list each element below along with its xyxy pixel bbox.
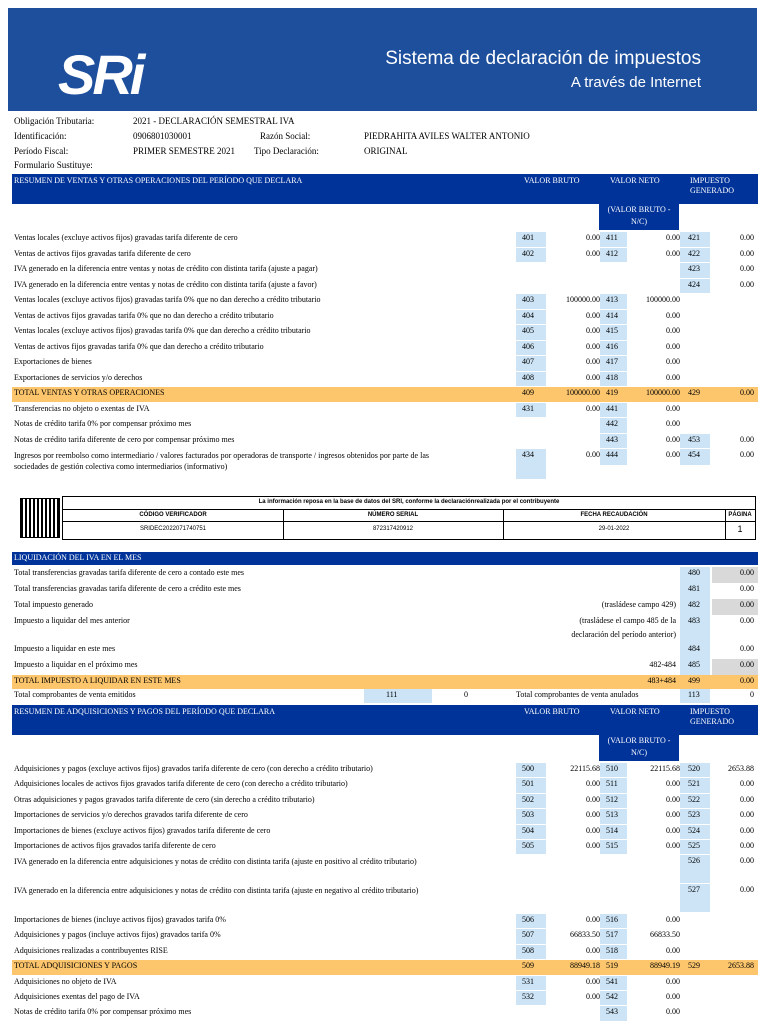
field-value: 0.00 [666, 779, 680, 789]
field-value: 0.00 [586, 992, 600, 1001]
field-code: 407 [522, 357, 534, 366]
liq-note: (trasládese campo 429) [601, 600, 676, 609]
field-code: 481 [688, 584, 700, 593]
field-value: 0.00 [666, 341, 680, 351]
field-value: 0.00 [740, 794, 754, 804]
field-value: 0 [750, 690, 754, 699]
field-code: 502 [522, 794, 534, 804]
row-label: Adquisiciones realizadas a contribuyentes RISE [14, 945, 168, 955]
field-code: 401 [522, 233, 534, 242]
field-code: 526 [688, 856, 700, 865]
field-code: 524 [688, 825, 700, 835]
table-row [12, 248, 758, 263]
field-value: 0.00 [740, 248, 754, 258]
field-value: 0.00 [586, 326, 600, 335]
field-value: 0.00 [586, 945, 600, 955]
field-code: 529 [688, 961, 700, 971]
field-code: 485 [688, 660, 700, 669]
field-code: 517 [606, 930, 618, 940]
field-value: 0.00 [586, 825, 600, 835]
field-code: 413 [606, 295, 618, 304]
field-value: 22115.68 [570, 764, 600, 773]
row-label: Notas de crédito tarifa 0% por compensar próximo mes [14, 1007, 192, 1017]
field-value: 0.00 [740, 264, 754, 273]
row-label: Ventas locales (excluye activos fijos) gravadas tarifa 0% que no dan derecho a crédito tributario [14, 295, 321, 304]
liq-total-label: TOTAL IMPUESTO A LIQUIDAR EN ESTE MES [14, 676, 181, 685]
field-value: 0.00 [586, 403, 600, 413]
field-value: 0.00 [666, 794, 680, 804]
ventas-col-neto: VALOR NETO [610, 176, 660, 185]
table-row [12, 341, 758, 356]
table-row [12, 403, 758, 418]
liquidacion-total-row [12, 675, 758, 689]
row-label: Ventas de activos fijos gravadas tarifa 0% que dan derecho a crédito tributario [14, 341, 264, 351]
liq-total-note: 483+484 [647, 676, 676, 685]
field-code: 507 [522, 930, 534, 940]
banner-subtitle: A través de Internet [570, 74, 701, 91]
table-row [12, 356, 758, 371]
field-value: 0.00 [666, 810, 680, 820]
field-code: 454 [688, 450, 700, 459]
table-row [12, 418, 758, 433]
field-code: 531 [522, 976, 534, 986]
formulario-label: Formulario Sustituye: [14, 160, 93, 170]
field-value: 0.00 [666, 248, 680, 258]
field-code: 441 [606, 403, 618, 413]
emitidos-label: Total comprobantes de venta emitidos [14, 690, 136, 699]
field-code: 518 [606, 945, 618, 955]
total-row [12, 960, 758, 974]
field-code: 543 [606, 1007, 618, 1017]
field-value: 0.00 [740, 450, 754, 459]
field-code: 525 [688, 841, 700, 850]
liq-label: Impuesto a liquidar en el próximo mes [14, 660, 138, 669]
identificacion-value: 0906801030001 [133, 131, 192, 141]
table-row [12, 372, 758, 387]
row-label: Importaciones de bienes (incluye activos fijos) gravados tarifa 0% [14, 915, 226, 924]
adq-subheader-neto [599, 735, 679, 761]
adq-col-generado: GENERADO [690, 717, 734, 726]
obligacion-value: 2021 - DECLARACIÓN SEMESTRAL IVA [133, 116, 295, 126]
field-value: 0.00 [740, 233, 754, 242]
row-label: Ventas locales (excluye activos fijos) gravadas tarifa diferente de cero [14, 233, 238, 242]
verif-pagina: 1 [737, 524, 743, 534]
row-label: Ventas de activos fijos gravadas tarifa 0% que no dan derecho a crédito tributario [14, 310, 274, 320]
table-row [12, 232, 758, 247]
row-label: Adquisiciones locales de activos fijos gravados tarifa diferente de cero (con derecho a crédito tributario) [14, 779, 348, 789]
field-value: 0.00 [586, 779, 600, 789]
field-code: 505 [522, 841, 534, 850]
field-code: 499 [688, 676, 700, 685]
field-code: 429 [688, 388, 700, 397]
field-code: 113 [688, 690, 700, 699]
adq-row-527 [12, 884, 758, 912]
field-code: 431 [522, 403, 534, 413]
field-value: 0.00 [740, 856, 754, 865]
row-label: TOTAL ADQUISICIONES Y PAGOS [14, 961, 138, 971]
row-label: Notas de crédito tarifa diferente de cero por compensar próximo mes [14, 434, 235, 444]
ventas-col-generado: GENERADO [690, 186, 734, 195]
field-code: 522 [688, 794, 700, 804]
table-row [12, 840, 758, 854]
field-code: 480 [688, 568, 700, 577]
liq-note-483b: declaración del período anterior) [571, 630, 676, 639]
liq-note: 482-484 [649, 660, 676, 669]
ventas-col-impuesto: IMPUESTO [690, 176, 730, 185]
table-row [12, 325, 758, 340]
field-code: 512 [606, 794, 618, 804]
field-value: 0.00 [740, 600, 754, 609]
table-row [12, 809, 758, 823]
field-value: 88949.18 [570, 961, 600, 971]
adq-header-title: RESUMEN DE ADQUISICIONES Y PAGOS DEL PERÍODO QUE DECLARA [14, 707, 276, 716]
field-value: 100000.00 [646, 295, 680, 304]
field-value: 0.00 [586, 357, 600, 366]
field-code: 515 [606, 841, 618, 850]
adq-label: IVA generado en la diferencia entre adquisiciones y notas de crédito con distinta tarifa (ajuste en positivo al crédito tributario) [14, 857, 417, 866]
comprobantes-row [12, 689, 758, 703]
sri-logo: SRi [58, 43, 143, 106]
row-label: Adquisiciones y pagos (excluye activos fijos) gravados tarifa diferente de cero (con derecho a crédito tributario) [14, 764, 373, 773]
field-code: 408 [522, 372, 534, 382]
field-value: 2653.88 [728, 764, 754, 773]
sri-banner [8, 8, 757, 111]
field-value: 0.00 [666, 233, 680, 242]
adq-sub-line1: (VALOR BRUTO - [607, 736, 671, 745]
field-value: 0.00 [740, 660, 754, 669]
field-code: 520 [688, 764, 700, 773]
field-code: 514 [606, 825, 618, 835]
field-value: 0.00 [740, 279, 754, 289]
field-code: 508 [522, 945, 534, 955]
periodo-value: PRIMER SEMESTRE 2021 [133, 146, 236, 156]
field-code: 482 [688, 600, 700, 609]
table-row [12, 279, 758, 294]
row-label: Transferencias no objeto o exentas de IVA [14, 403, 150, 413]
verification-table [62, 496, 756, 540]
field-value: 0.00 [666, 357, 680, 366]
row-label: Adquisiciones exentas del pago de IVA [14, 992, 140, 1001]
field-code: 444 [606, 450, 618, 459]
field-code: 402 [522, 248, 534, 258]
verif-info: La información reposa en la base de datos del SRI, conforme la declaraciónrealizada por el contribuyente [258, 499, 560, 505]
banner-title: Sistema de declaración de impuestos [385, 48, 701, 69]
liq-label: Impuesto a liquidar en este mes [14, 644, 116, 653]
field-value: 0.00 [586, 915, 600, 924]
table-row [12, 914, 758, 928]
table-row [12, 929, 758, 943]
field-code: 510 [606, 764, 618, 773]
field-box [364, 689, 432, 703]
field-code: 111 [386, 690, 398, 699]
liq-note-483a: (trasládese el campo 485 de la [579, 616, 676, 625]
adq-sub-line2: N/C) [631, 748, 647, 757]
field-value: 0.00 [740, 825, 754, 835]
adq-col-impuesto: IMPUESTO [690, 707, 730, 716]
row-label: TOTAL VENTAS Y OTRAS OPERACIONES [14, 388, 165, 397]
liq-label: Total transferencias gravadas tarifa diferente de cero a contado este mes [14, 568, 244, 577]
identificacion-label: Identificación: [14, 131, 67, 141]
liquidacion-row-484 [12, 643, 758, 659]
field-code: 483 [688, 616, 700, 625]
field-value: 0.00 [740, 885, 754, 894]
adq-row-526 [12, 855, 758, 883]
ventas-subheader-neto [599, 204, 679, 230]
liquidacion-header-title: LIQUIDACIÓN DEL IVA EN EL MES [14, 553, 142, 562]
field-value: 0.00 [666, 825, 680, 835]
row-label: Adquisiciones no objeto de IVA [14, 976, 117, 986]
field-code: 416 [606, 341, 618, 351]
field-value: 0.00 [586, 341, 600, 351]
field-value: 88949.19 [650, 961, 680, 971]
field-value: 0.00 [586, 233, 600, 242]
verif-h-pagina: PÁGINA [728, 512, 752, 518]
field-code: 405 [522, 326, 534, 335]
ventas-sub-line2: N/C) [631, 217, 647, 226]
row-label: IVA generado en la diferencia entre ventas y notas de crédito con distinta tarifa (ajuste a favor) [14, 279, 317, 289]
row-label: Importaciones de servicios y/o derechos gravados tarifa diferente de cero [14, 810, 248, 820]
row-label: Importaciones de bienes (excluye activos fijos) gravados tarifa diferente de cero [14, 825, 271, 835]
ingresos-label: Ingresos por reembolso como intermediario / valores facturados por operadoras de transporte / ingresos obtenidos por parte de las sociedades de gestión colectiva como intermediarios (informativo) [14, 451, 429, 471]
liq-label: Total transferencias gravadas tarifa diferente de cero a crédito este mes [14, 584, 241, 593]
field-code: 503 [522, 810, 534, 820]
field-code: 511 [606, 779, 618, 789]
field-value: 0.00 [740, 779, 754, 789]
row-label: Exportaciones de servicios y/o derechos [14, 372, 143, 382]
table-row [12, 991, 758, 1005]
field-code: 506 [522, 915, 534, 924]
ventas-ingresos-row [12, 449, 758, 479]
ventas-sub-line1: (VALOR BRUTO - [607, 205, 671, 214]
liq-label: Total impuesto generado [14, 600, 93, 609]
field-code: 532 [522, 992, 534, 1001]
field-value: 0.00 [586, 810, 600, 820]
field-value: 100000.00 [646, 388, 680, 397]
liquidacion-row-485 [12, 659, 758, 675]
tipo-label: Tipo Declaración: [254, 146, 319, 156]
liquidacion-row-482 [12, 599, 758, 615]
row-label: Exportaciones de bienes [14, 357, 92, 366]
field-value: 66833.50 [570, 930, 600, 940]
field-value: 0.00 [740, 676, 754, 685]
field-value: 0.00 [666, 915, 680, 924]
field-code: 419 [606, 388, 618, 397]
liquidacion-row-480 [12, 567, 758, 583]
field-code: 521 [688, 779, 700, 789]
field-value: 0.00 [740, 388, 754, 397]
field-code: 453 [688, 434, 700, 444]
field-code: 415 [606, 326, 618, 335]
field-value: 0.00 [666, 945, 680, 955]
verif-serial: 872317420912 [372, 526, 414, 532]
field-value: 0.00 [586, 248, 600, 258]
verif-codigo: SRIDEC2022071740751 [139, 526, 207, 532]
field-value: 0.00 [666, 310, 680, 320]
field-code: 421 [688, 233, 700, 242]
table-row [12, 825, 758, 839]
table-row [12, 976, 758, 990]
table-row [12, 434, 758, 449]
row-label: Importaciones de activos fijos gravados tarifa diferente de cero [14, 841, 216, 850]
field-value: 100000.00 [566, 295, 600, 304]
field-code: 501 [522, 779, 534, 789]
field-code: 442 [606, 419, 618, 428]
adq-col-neto: VALOR NETO [610, 707, 660, 716]
row-label: Notas de crédito tarifa 0% por compensar próximo mes [14, 419, 192, 428]
field-code: 409 [522, 388, 534, 397]
field-value: 0.00 [666, 1007, 680, 1017]
field-value: 0.00 [666, 403, 680, 413]
razon-social-value: PIEDRAHITA AVILES WALTER ANTONIO [364, 131, 530, 141]
field-value: 0.00 [740, 584, 754, 593]
ventas-col-bruto: VALOR BRUTO [524, 176, 580, 185]
table-row [12, 263, 758, 278]
field-code: 423 [688, 264, 700, 273]
field-value: 0.00 [666, 450, 680, 459]
field-code: 500 [522, 764, 534, 773]
field-code: 527 [688, 885, 700, 894]
field-value: 0.00 [586, 372, 600, 382]
adq-label: IVA generado en la diferencia entre adquisiciones y notas de crédito con distinta tarifa (ajuste en negativo al crédito tributario) [14, 886, 419, 895]
field-value: 0.00 [666, 841, 680, 850]
field-value: 100000.00 [566, 388, 600, 397]
field-code: 484 [688, 644, 700, 653]
field-code: 513 [606, 810, 618, 820]
field-value: 0.00 [586, 976, 600, 986]
field-value: 66833.50 [650, 930, 680, 940]
verif-h-fecha: FECHA RECAUDACIÓN [580, 512, 648, 518]
field-code: 541 [606, 976, 618, 986]
verif-fecha: 29-01-2022 [598, 526, 630, 532]
verif-h-codigo: CÓDIGO VERIFICADOR [139, 512, 207, 518]
field-code: 516 [606, 915, 618, 924]
qr-code-icon [20, 498, 60, 538]
razon-social-label: Razón Social: [260, 131, 311, 141]
field-value: 0.00 [666, 976, 680, 986]
anulados-label: Total comprobantes de venta anulados [516, 690, 639, 699]
field-code: 403 [522, 295, 534, 304]
liquidacion-header [12, 552, 758, 565]
field-code: 414 [606, 310, 618, 320]
field-value: 0.00 [666, 326, 680, 335]
table-row [12, 794, 758, 808]
field-value: 0.00 [740, 568, 754, 577]
field-code: 411 [606, 233, 618, 242]
verif-h-serial: NÚMERO SERIAL [367, 512, 419, 518]
field-code: 412 [606, 248, 618, 258]
row-label: Otras adquisiciones y pagos gravados tarifa diferente de cero (sin derecho a crédito tributario) [14, 794, 315, 804]
field-code: 404 [522, 310, 534, 320]
row-label: Adquisiciones y pagos (incluye activos fijos) gravados tarifa 0% [14, 930, 221, 940]
row-label: Ventas locales (excluye activos fijos) gravadas tarifa 0% que dan derecho a crédito tributario [14, 326, 311, 335]
field-code: 504 [522, 825, 534, 835]
field-code: 434 [522, 450, 534, 459]
field-value: 0.00 [740, 810, 754, 820]
field-value: 0.00 [586, 794, 600, 804]
periodo-label: Período Fiscal: [14, 146, 69, 156]
field-value: 0.00 [586, 841, 600, 850]
field-value: 22115.68 [650, 764, 680, 773]
field-value: 0 [464, 690, 468, 699]
row-label: Ventas de activos fijos gravadas tarifa diferente de cero [14, 248, 191, 258]
field-value: 0.00 [740, 434, 754, 444]
tipo-value: ORIGINAL [364, 146, 408, 156]
adquisiciones-header [12, 705, 758, 735]
table-row [12, 763, 758, 777]
field-code: 523 [688, 810, 700, 820]
field-code: 542 [606, 992, 618, 1001]
field-code: 418 [606, 372, 618, 382]
field-code: 424 [688, 279, 700, 289]
field-value: 0.00 [666, 372, 680, 382]
table-row [12, 778, 758, 792]
field-code: 422 [688, 248, 700, 258]
field-code: 519 [606, 961, 618, 971]
field-value: 0.00 [740, 616, 754, 625]
field-code: 509 [522, 961, 534, 971]
row-label: IVA generado en la diferencia entre ventas y notas de crédito con distinta tarifa (ajuste a pagar) [14, 264, 318, 273]
liquidacion-row-481 [12, 583, 758, 599]
table-row [12, 310, 758, 325]
field-value: 0.00 [586, 450, 600, 459]
table-row [12, 1006, 758, 1020]
table-row [12, 294, 758, 309]
field-value: 2653.88 [728, 961, 754, 971]
field-value: 0.00 [666, 992, 680, 1001]
field-code: 417 [606, 357, 618, 366]
ventas-header-title: RESUMEN DE VENTAS Y OTRAS OPERACIONES DEL PERÍODO QUE DECLARA [14, 176, 303, 185]
field-value: 0.00 [740, 644, 754, 653]
field-value: 0.00 [666, 434, 680, 444]
field-code: 406 [522, 341, 534, 351]
field-code: 443 [606, 434, 618, 444]
field-value: 0.00 [586, 310, 600, 320]
ventas-header [12, 174, 758, 204]
liq-label: Impuesto a liquidar del mes anterior [14, 616, 130, 625]
adq-col-bruto: VALOR BRUTO [524, 707, 580, 716]
obligacion-label: Obligación Tributaria: [14, 116, 95, 126]
field-value: 0.00 [740, 841, 754, 850]
table-row [12, 945, 758, 959]
liquidacion-row-483 [12, 615, 758, 643]
total-row [12, 387, 758, 402]
field-value: 0.00 [666, 419, 680, 428]
